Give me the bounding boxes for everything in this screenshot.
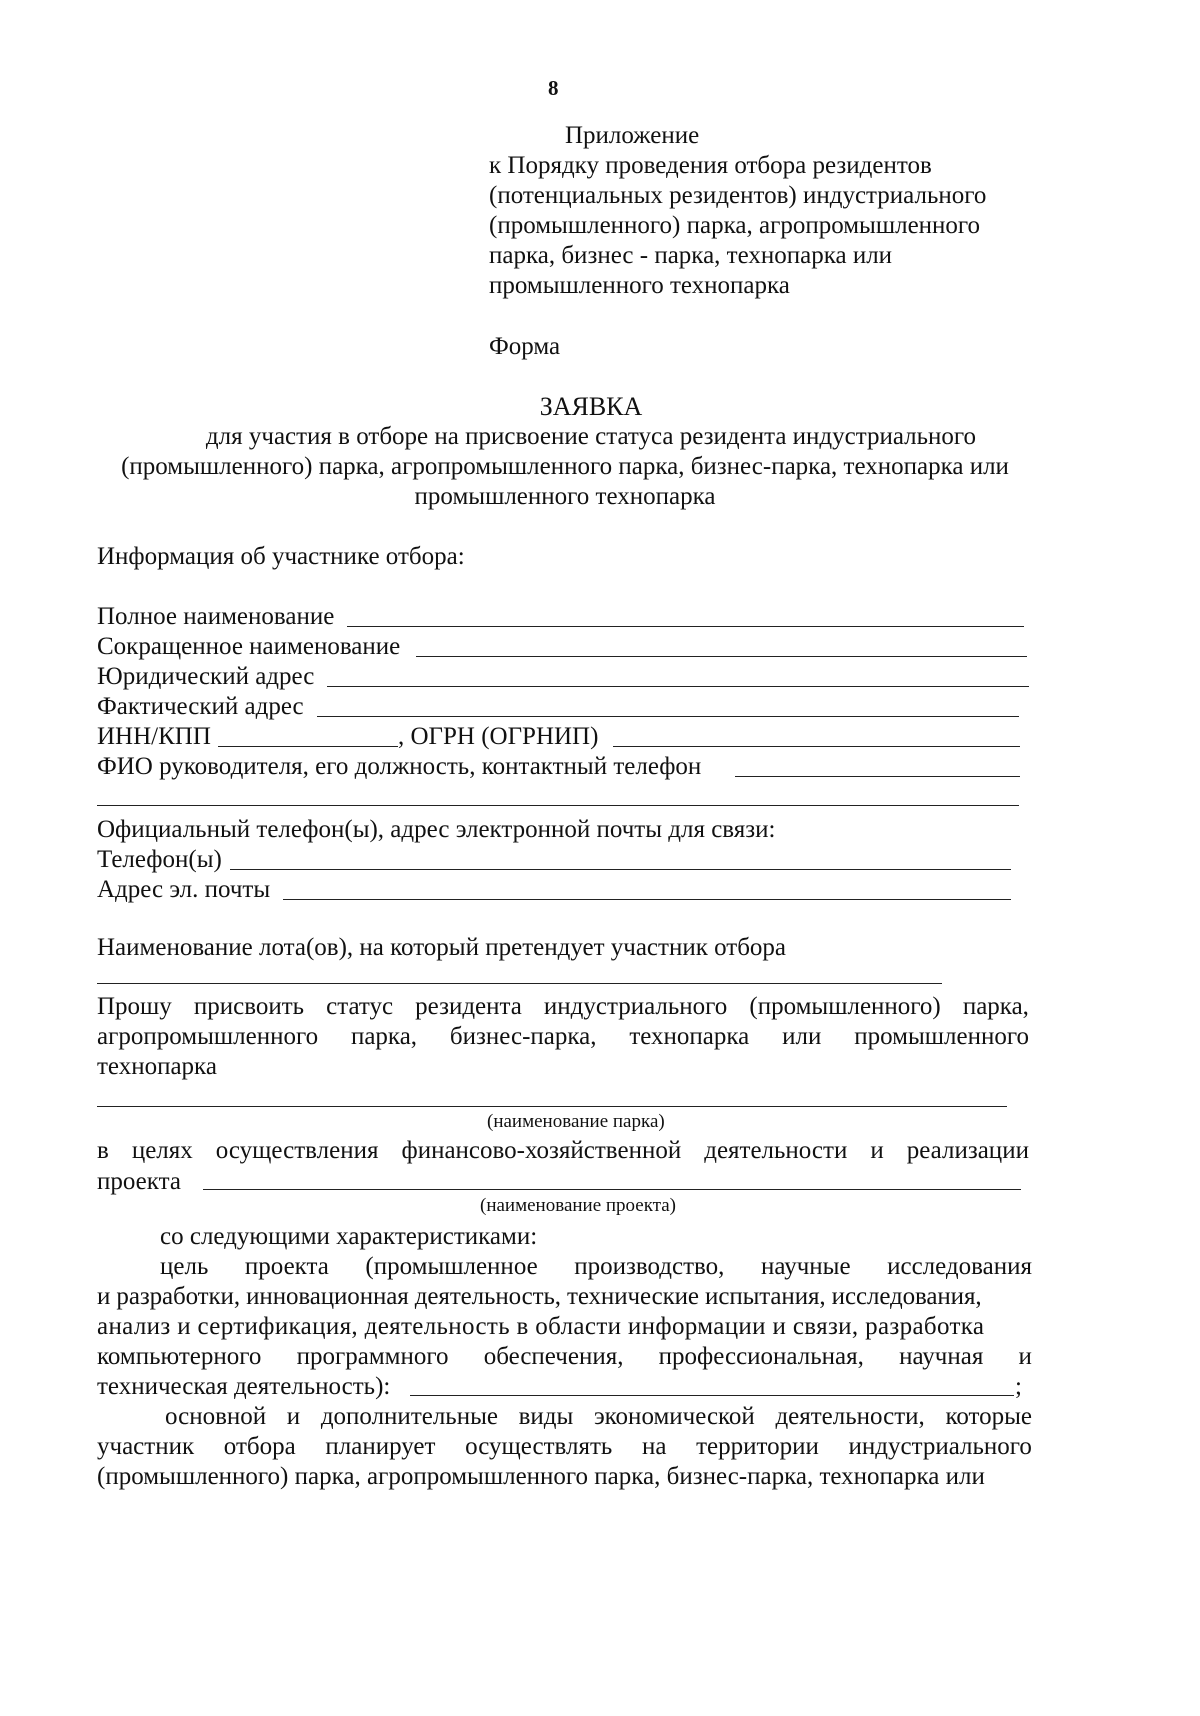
legal-address-label: Юридический адрес	[97, 663, 315, 690]
participant-info-label: Информация об участнике отбора:	[97, 543, 465, 570]
park-name-field[interactable]	[97, 1106, 1007, 1107]
request-line-2: агропромышленного парка, бизнес-парка, технопарка или промышленного	[97, 1023, 1029, 1050]
form-label: Форма	[489, 333, 561, 360]
actual-address-label: Фактический адрес	[97, 693, 304, 720]
appendix-line: (потенциальных резидентов) индустриального	[489, 182, 987, 209]
ogrn-label: , ОГРН (ОГРНИП)	[398, 723, 599, 750]
document-title: ЗАЯВКА	[539, 392, 643, 421]
phones-field[interactable]	[230, 869, 1011, 870]
goal-end-mark: ;	[1015, 1373, 1022, 1400]
inn-kpp-label: ИНН/КПП	[97, 723, 211, 750]
ogrn-field[interactable]	[613, 746, 1020, 747]
phones-label: Телефон(ы)	[97, 846, 222, 873]
goal-line-4: компьютерного программного обеспечения, профессиональная, научная и	[97, 1343, 1032, 1370]
email-label: Адрес эл. почты	[97, 876, 271, 903]
heading-line: промышленного технопарка	[414, 483, 716, 510]
lot-name-label: Наименование лота(ов), на который претендует участник отбора	[97, 934, 787, 961]
full-name-label: Полное наименование	[97, 603, 335, 630]
appendix-line: промышленного технопарка	[489, 272, 790, 299]
goal-line-5: техническая деятельность):	[97, 1373, 391, 1400]
lot-name-field[interactable]	[97, 983, 942, 984]
page-number: 8	[548, 76, 559, 100]
legal-address-field[interactable]	[327, 686, 1029, 687]
heading-line: для участия в отборе на присвоение статуса резидента индустриального	[205, 423, 977, 450]
head-info-label: ФИО руководителя, его должность, контактный телефон	[97, 753, 702, 780]
goal-line-2: и разработки, инновационная деятельность, технические испытания, исследования,	[97, 1283, 982, 1310]
project-name-caption: (наименование проекта)	[480, 1195, 677, 1216]
full-name-field[interactable]	[347, 626, 1024, 627]
activity-line-3: (промышленного) парка, агропромышленного парка, бизнес-парка, технопарка или	[97, 1463, 985, 1490]
project-name-field[interactable]	[203, 1189, 1021, 1190]
request-line-3: технопарка	[97, 1053, 217, 1080]
head-info-field[interactable]	[735, 776, 1020, 777]
activity-line-2: участник отбора планирует осуществлять на территории индустриального	[97, 1433, 1032, 1460]
heading-line: (промышленного) парка, агропромышленного парка, бизнес-парка, технопарка или	[121, 453, 1009, 480]
purpose-line: в целях осуществления финансово-хозяйственной деятельности и реализации	[97, 1137, 1029, 1164]
appendix-line: парка, бизнес - парка, технопарка или	[489, 242, 893, 269]
inn-kpp-field[interactable]	[218, 746, 398, 747]
park-name-caption: (наименование парка)	[487, 1111, 665, 1132]
short-name-label: Сокращенное наименование	[97, 633, 401, 660]
email-field[interactable]	[283, 899, 1011, 900]
project-label: проекта	[97, 1168, 181, 1195]
appendix-line: (промышленного) парка, агропромышленного	[489, 212, 981, 239]
characteristics-label: со следующими характеристиками:	[160, 1223, 538, 1250]
actual-address-field[interactable]	[317, 716, 1019, 717]
appendix-title: Приложение	[565, 122, 700, 149]
activity-line-1: основной и дополнительные виды экономической деятельности, которые	[165, 1403, 1032, 1430]
goal-field[interactable]	[410, 1395, 1014, 1396]
short-name-field[interactable]	[416, 656, 1027, 657]
head-info-field-extra[interactable]	[97, 805, 1019, 806]
goal-line-3: анализ и сертификация, деятельность в области информации и связи, разработка	[97, 1313, 985, 1340]
goal-line-1: цель проекта (промышленное производство, научные исследования	[160, 1253, 1032, 1280]
request-line-1: Прошу присвоить статус резидента индустриального (промышленного) парка,	[97, 993, 1029, 1020]
appendix-line: к Порядку проведения отбора резидентов	[489, 152, 932, 179]
contacts-label: Официальный телефон(ы), адрес электронной почты для связи:	[97, 816, 776, 843]
